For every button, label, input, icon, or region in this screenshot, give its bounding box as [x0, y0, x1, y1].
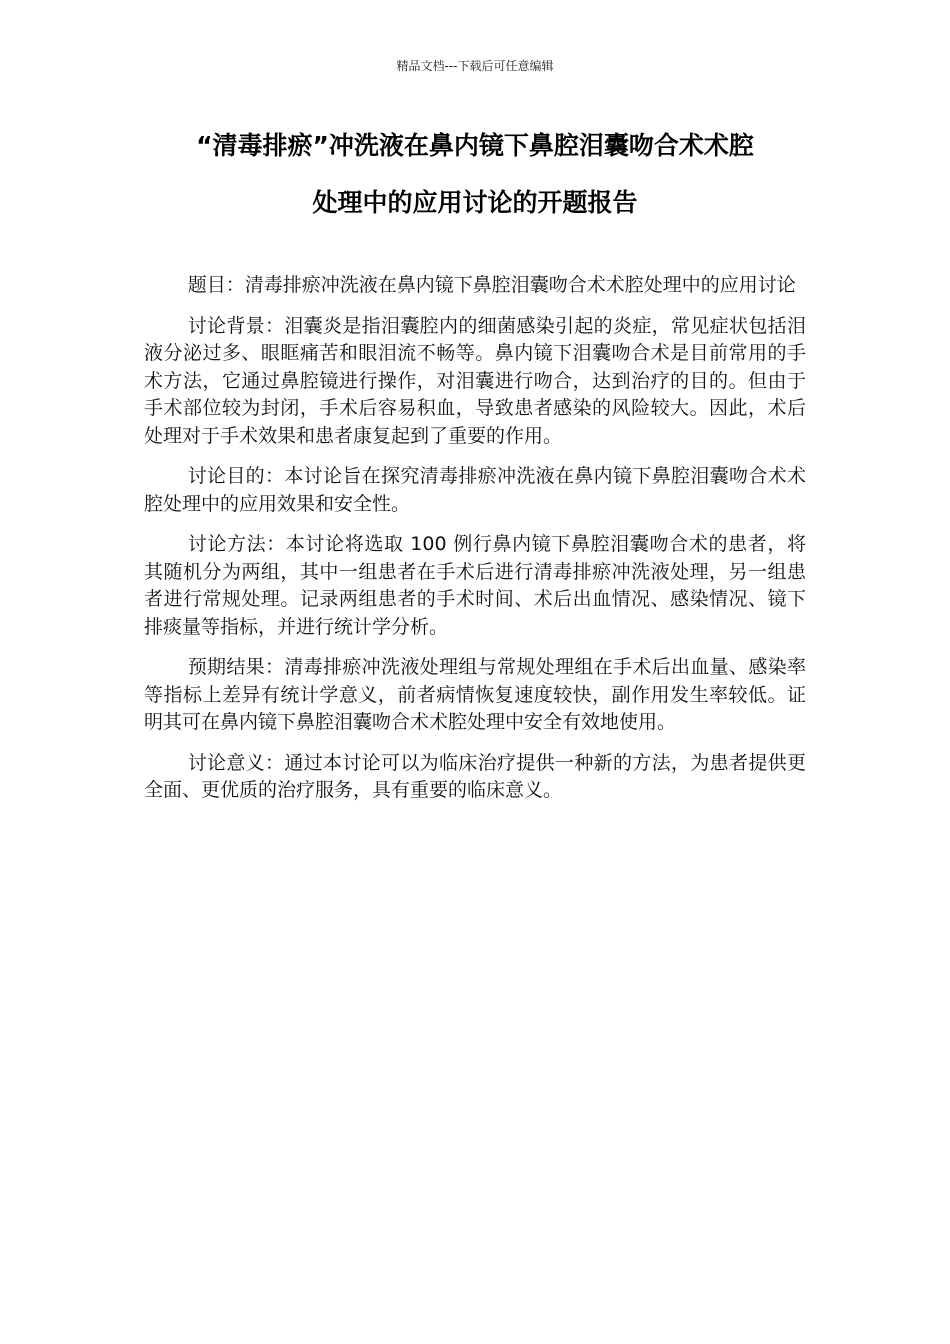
document-title [120, 129, 830, 220]
paragraph-background: 讨论背景：泪囊炎是指泪囊腔内的细菌感染引起的炎症，常见症状包括泪液分泌过多、眼眶痛苦和眼泪流不畅等。鼻内镜下泪囊吻合术是目前常用的手术方法，它通过鼻腔镜进行操作，对泪囊进行吻合，达到治疗的目的。但由于手术部位较为封闭，手术后容易积血，导致患者感染的风险较大。因此，术后处理对于手术效果和患者康复起到了重要的作用。 [144, 314, 806, 447]
paragraph-purpose: 讨论目的：本讨论旨在探究清毒排瘀冲洗液在鼻内镜下鼻腔泪囊吻合术术腔处理中的应用效果和安全性。 [144, 465, 806, 515]
paragraph-significance: 讨论意义：通过本讨论可以为临床治疗提供一种新的方法，为患者提供更全面、更优质的治疗服务，具有重要的临床意义。 [144, 751, 806, 801]
page-header-watermark: 精品文档---下载后可任意编辑 [396, 59, 554, 73]
title-line-1: “清毒排瘀”冲洗液在鼻内镜下鼻腔泪囊吻合术术腔 [196, 131, 754, 160]
paragraph-expected-results: 预期结果：清毒排瘀冲洗液处理组与常规处理组在手术后出血量、感染率等指标上差异有统计学意义，前者病情恢复速度较快，副作用发生率较低。证明其可在鼻内镜下鼻腔泪囊吻合术术腔处理中安全有效地使用。 [144, 656, 806, 733]
paragraph-method: 讨论方法：本讨论将选取 100 例行鼻内镜下鼻腔泪囊吻合术的患者，将其随机分为两组，其中一组患者在手术后进行清毒排瘀冲洗液处理，另一组患者进行常规处理。记录两组患者的手术时间、术后出血情况、感染情况、镜下排痰量等指标，并进行统计学分析。 [144, 533, 806, 638]
document-body [144, 272, 806, 818]
title-line-2: 处理中的应用讨论的开题报告 [312, 188, 638, 217]
paragraph-topic: 题目：清毒排瘀冲洗液在鼻内镜下鼻腔泪囊吻合术术腔处理中的应用讨论 [187, 274, 796, 296]
